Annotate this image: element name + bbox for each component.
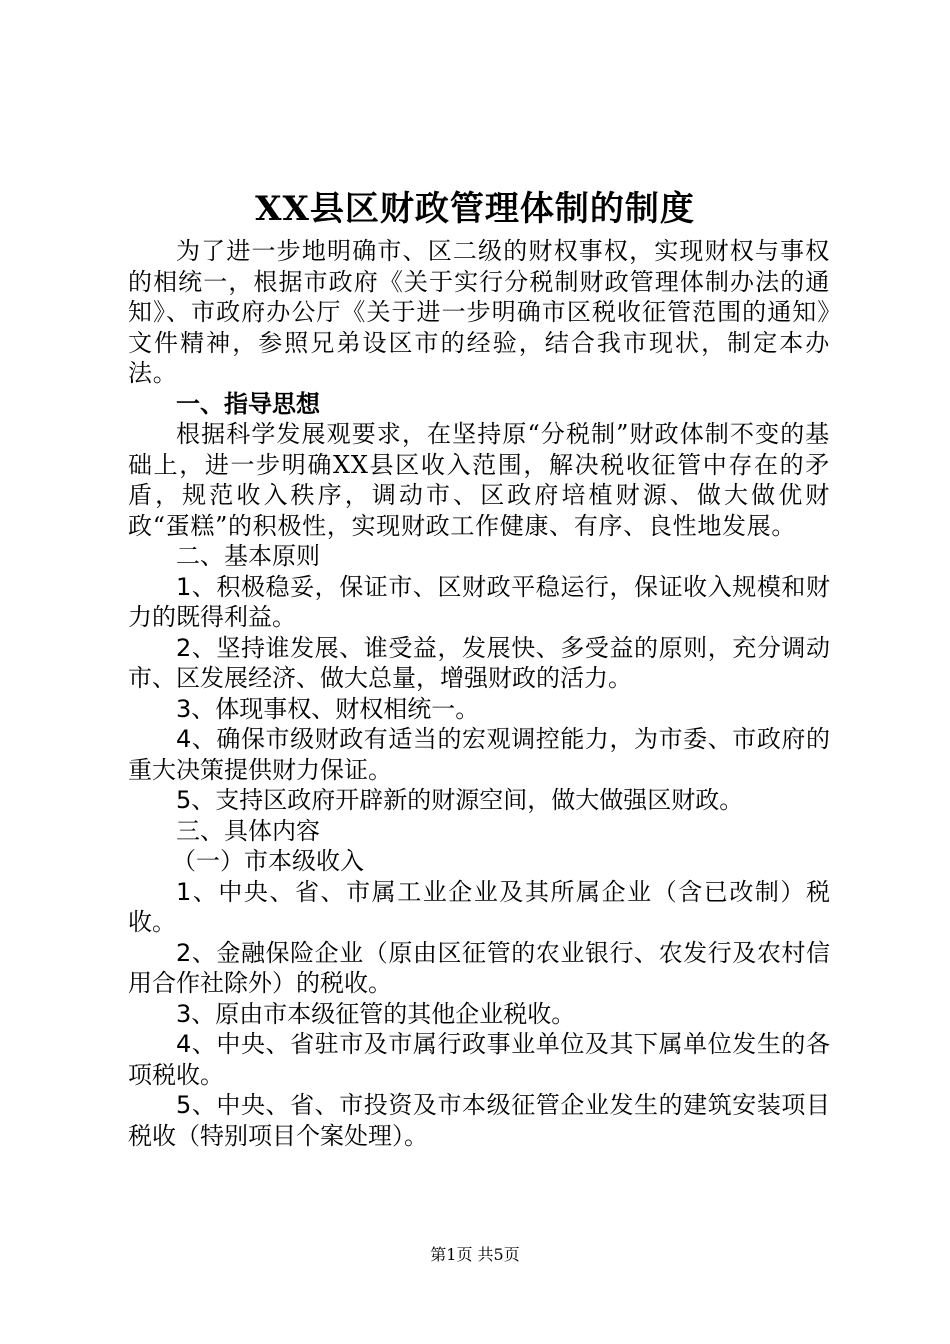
principle-item-4: 4、确保市级财政有适当的宏观调控能力，为市委、市政府的重大决策提供财力保证。	[128, 725, 830, 784]
principle-item-2: 2、坚持谁发展、谁受益，发展快、多受益的原则，充分调动市、区发展经济、做大总量，增强财政的活力。	[128, 633, 830, 692]
revenue-item-1: 1、中央、省、市属工业企业及其所属企业（含已改制）税收。	[128, 877, 830, 936]
section-heading-basic-principles: 二、基本原则	[176, 542, 320, 570]
page-number-footer: 第1页 共5页	[430, 1245, 520, 1264]
revenue-item-3: 3、原由市本级征管的其他企业税收。	[176, 999, 576, 1028]
principle-item-1: 1、积极稳妥，保证市、区财政平稳运行，保证收入规模和财力的既得利益。	[128, 572, 830, 631]
revenue-item-5: 5、中央、省、市投资及市本级征管企业发生的建筑安装项目税收（特别项目个案处理）。	[128, 1091, 830, 1150]
document-body	[128, 236, 830, 1151]
intro-paragraph: 为了进一步地明确市、区二级的财权事权，实现财权与事权的相统一，根据市政府《关于实行分税制财政管理体制办法的通知》、市政府办公厅《关于进一步明确市区税收征管范围的通知》文件精神，参照兄弟设区市的经验，结合我市现状，制定本办法。	[128, 237, 830, 387]
document-title: XX县区财政管理体制的制度	[255, 189, 695, 229]
subsection-heading-city-revenue: （一）市本级收入	[172, 847, 364, 875]
section-heading-specific-content: 三、具体内容	[176, 816, 320, 845]
principle-item-5: 5、支持区政府开辟新的财源空间，做大做强区财政。	[176, 786, 744, 814]
revenue-item-4: 4、中央、省驻市及市属行政事业单位及其下属单位发生的各项税收。	[128, 1030, 830, 1089]
guiding-thought-paragraph: 根据科学发展观要求，在坚持原“分税制”财政体制不变的基础上，进一步明确XX县区收入范围，解决税收征管中存在的矛盾，规范收入秩序，调动市、区政府培植财源、做大做优财政“蛋糕”的积极性，实现财政工作健康、有序、良性地发展。	[128, 420, 830, 540]
principle-item-3: 3、体现事权、财权相统一。	[176, 694, 480, 723]
revenue-item-2: 2、金融保险企业（原由区征管的农业银行、农发行及农村信用合作社除外）的税收。	[128, 938, 830, 997]
section-heading-guiding-thought: 一、指导思想	[176, 389, 320, 418]
